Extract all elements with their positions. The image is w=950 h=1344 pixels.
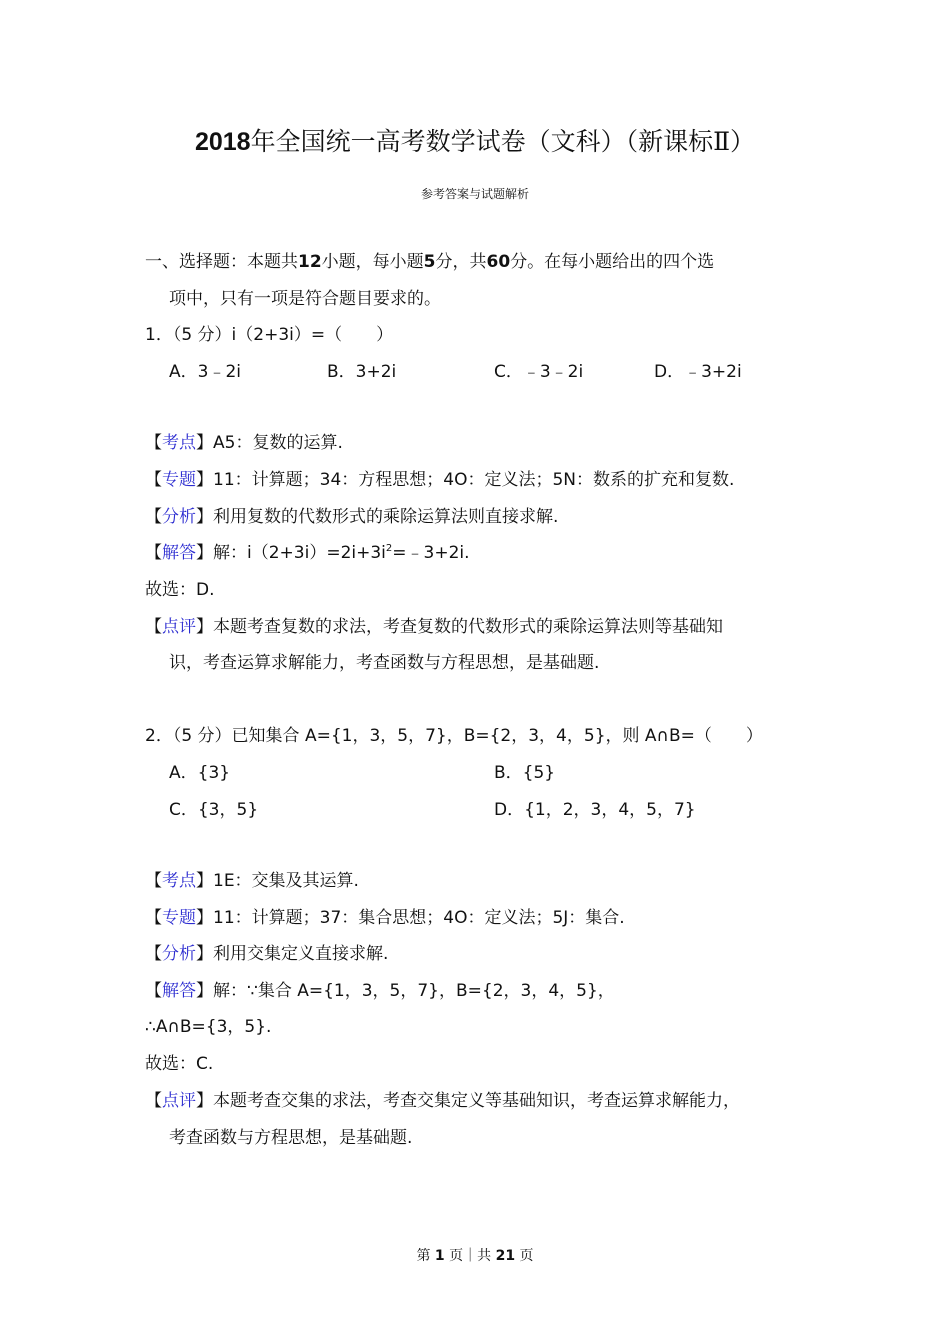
- bracket: 【: [145, 1091, 162, 1111]
- bracket: 】: [196, 470, 213, 490]
- bracket: 【: [145, 470, 162, 490]
- text: 11：计算题；34：方程思想；4O：定义法；5N：数系的扩充和复数.: [213, 470, 735, 490]
- q1-option-a: A．3﹣2i: [169, 362, 241, 382]
- text: =﹣3+2i.: [392, 543, 470, 563]
- page-title: [0, 122, 950, 158]
- text: 1E：交集及其运算.: [213, 871, 359, 891]
- text: 本题考查复数的求法，考查复数的代数形式的乘除运算法则等基础知: [213, 617, 723, 637]
- q2-option-b: B．{5}: [494, 763, 556, 783]
- bracket: 】: [196, 543, 213, 563]
- bracket: 】: [196, 507, 213, 527]
- q1-dianping: [145, 614, 723, 640]
- label: 专题: [162, 470, 196, 490]
- q2-option-c: C．{3，5}: [169, 800, 259, 820]
- subtitle: 参考答案与试题解析: [420, 187, 529, 201]
- t: 分。在每小题给出的四个选: [510, 252, 715, 272]
- q1-option-d: D．﹣3+2i: [654, 362, 742, 382]
- q1-zhuanti: [145, 467, 734, 493]
- section-heading-line2: 项中，只有一项是符合题目要求的。: [169, 289, 441, 309]
- q2-dianping-line2: 考查函数与方程思想，是基础题.: [169, 1128, 413, 1148]
- bracket: 】: [196, 433, 213, 453]
- q1-kaodian: [145, 430, 343, 456]
- label: 点评: [162, 1091, 196, 1111]
- text: 本题考查交集的求法，考查交集定义等基础知识，考查运算求解能力，: [213, 1091, 740, 1111]
- superscript: 2: [385, 543, 393, 554]
- bracket: 【: [145, 871, 162, 891]
- q2-zhuanti: [145, 905, 625, 931]
- q2-kaodian: [145, 868, 359, 894]
- q1-jieda: [145, 540, 470, 566]
- label: 分析: [162, 944, 196, 964]
- t: 5: [423, 252, 436, 272]
- q2-jieda: [145, 978, 615, 1004]
- label: 考点: [162, 433, 196, 453]
- t: 页: [519, 1248, 534, 1264]
- page-number: 1: [434, 1248, 445, 1264]
- q2-jieda-line2: ∴A∩B={3，5}.: [145, 1017, 272, 1037]
- q2-guxuan: 故选：C.: [145, 1054, 214, 1074]
- t: 页｜共: [449, 1248, 492, 1264]
- q2-option-d: D．{1，2，3，4，5，7}: [494, 800, 696, 820]
- label: 考点: [162, 871, 196, 891]
- title-year: 2018: [194, 128, 251, 156]
- t: 小题，每小题: [321, 252, 424, 272]
- label: 专题: [162, 908, 196, 928]
- q1-option-c: C．﹣3﹣2i: [494, 362, 584, 382]
- label: 解答: [162, 543, 196, 563]
- bracket: 】: [196, 908, 213, 928]
- text: 解：∵集合 A={1，3，5，7}，B={2，3，4，5}，: [213, 981, 615, 1001]
- question-2-stem: 2．（5 分）已知集合 A={1，3，5，7}，B={2，3，4，5}，则 A∩B=（ ）: [145, 726, 763, 746]
- bracket: 【: [145, 981, 162, 1001]
- q2-dianping: [145, 1088, 740, 1114]
- total-pages: 21: [495, 1248, 516, 1264]
- q1-guxuan: 故选：D.: [145, 580, 215, 600]
- page-footer: [0, 1245, 950, 1265]
- label: 解答: [162, 981, 196, 1001]
- text: 利用复数的代数形式的乘除运算法则直接求解.: [213, 507, 559, 527]
- q1-option-b: B．3+2i: [327, 362, 397, 382]
- text: 11：计算题；37：集合思想；4O：定义法；5J：集合.: [213, 908, 625, 928]
- bracket: 【: [145, 908, 162, 928]
- bracket: 【: [145, 433, 162, 453]
- t: 分，共: [435, 252, 487, 272]
- bracket: 】: [196, 871, 213, 891]
- question-1-stem: 1．（5 分）i（2+3i）=（ ）: [145, 325, 394, 345]
- t: 一、选择题：本题共: [145, 252, 298, 272]
- q1-fenxi: [145, 504, 558, 530]
- title-text: 年全国统一高考数学试卷（文科）（新课标Ⅱ）: [250, 127, 756, 156]
- bracket: 【: [145, 507, 162, 527]
- label: 分析: [162, 507, 196, 527]
- q1-dianping-line2: 识，考查运算求解能力，考查函数与方程思想，是基础题.: [169, 653, 600, 673]
- text: 解：i（2+3i）=2i+3i: [213, 543, 386, 563]
- t: 60: [486, 252, 511, 272]
- t: 第: [416, 1248, 431, 1264]
- q2-option-a: A．{3}: [169, 763, 231, 783]
- bracket: 【: [145, 543, 162, 563]
- section-heading: [145, 249, 714, 275]
- bracket: 】: [196, 944, 213, 964]
- text: A5：复数的运算.: [213, 433, 343, 453]
- label: 点评: [162, 617, 196, 637]
- bracket: 【: [145, 944, 162, 964]
- t: 12: [298, 252, 322, 272]
- bracket: 】: [196, 981, 213, 1001]
- text: 利用交集定义直接求解.: [213, 944, 389, 964]
- q2-fenxi: [145, 941, 388, 967]
- bracket: 【: [145, 617, 162, 637]
- bracket: 】: [196, 1091, 213, 1111]
- bracket: 】: [196, 617, 213, 637]
